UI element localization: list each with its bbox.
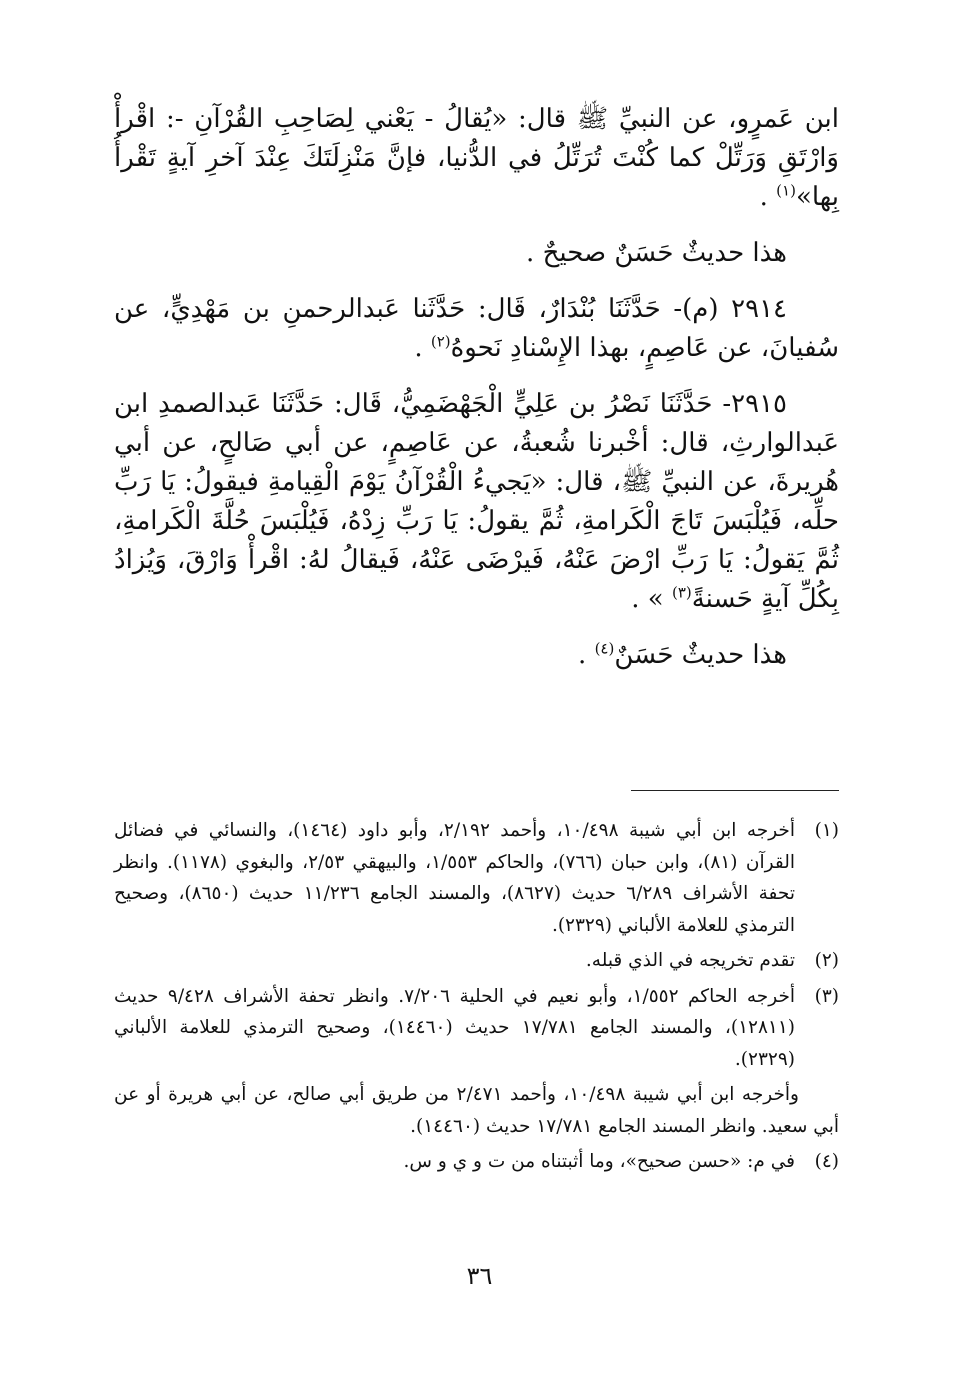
footnote-marker-3[interactable]: (٣) bbox=[671, 583, 692, 602]
footnotes bbox=[114, 815, 839, 1182]
footnote-1 bbox=[114, 815, 839, 941]
hadith-verdict-2: هذا حديثٌ حَسَنٌ$^{(٤)}$ . bbox=[578, 639, 787, 670]
footnote-3-continuation: وأخرجه ابن أبي شيبة ١٠/٤٩٨، وأحمد ٢/٤٧١ من طريق أبي صالح، عن أبي هريرة أو عن أبي سعيد. وانظر المسند الجامع ١٧/٧٨١ حديث (١٤٤٦٠). bbox=[114, 1084, 839, 1137]
footnote-text: تقدم تخريجه في الذي قبله. bbox=[585, 950, 795, 971]
footnote-text: أخرجه الحاكم ١/٥٥٢، وأبو نعيم في الحلية ٧/٢٠٦. وانظر تحفة الأشراف ٩/٤٢٨ حديث (١٢٨١١)، والمسند الجامع ١٧/٧٨١ حديث (١٤٤٦٠)، وصحيح الترمذي للعلامة الألباني (٢٣٢٩). bbox=[114, 985, 796, 1070]
footnote-text: أخرجه ابن أبي شيبة ١٠/٤٩٨، وأحمد ٢/١٩٢، وأبو داود (١٤٦٤)، والنسائي في فضائل القرآن (٨١)، وابن حبان (٧٦٦)، والحاكم ١/٥٥٣، والبيهقي ٢/٥٣، والبغوي (١١٧٨). وانظر تحفة الأشراف ٦/٢٨٩ حديث (٨٦٢٧)، والمسند الجامع ١١/٢٣٦ حديث (٨٦٥٠)، وصحيح الترمذي للعلامة الألباني (٢٣٢٩). bbox=[114, 820, 795, 936]
footnote-2 bbox=[114, 945, 839, 977]
hadith-text-continuation: ابن عَمرٍو، عن النبيِّ ﷺ قال: «يُقالُ - يَعْني لِصَاحِبِ القُرْآنِ -: اقْرأْ وَارْتَقِ وَرَتِّلْ كما كُنْتَ تُرَتِّلُ في الدُّنيا، فإنَّ مَنْزِلَتَكَ عِنْدَ آخرِ آيةٍ تَقْرأُ بِها»$^{(١)}$ . bbox=[114, 104, 839, 212]
footnote-4 bbox=[114, 1146, 839, 1178]
footnote-number: (٤) bbox=[814, 1151, 839, 1172]
hadith-2915: ٢٩١٥- حَدَّثَنَا نَصْرُ بن عَلِيٍّ الْجَهْضَمِيُّ، قَال: حَدَّثَنَا عَبدالصمدِ ابن عَبدالوارثِ، قال: أخْبرنا شُعبةُ، عن عَاصِمٍ، عن أبي صَالحٍ، عن أبي هُريرةَ، عن النبيِّ ﷺ، قال: «يَجيءُ الْقُرْآنُ يَوْمَ الْقِيامةِ فيقولُ: يَا رَبِّ حلِّه، فَيُلْبَسَ تَاجَ الْكَرامةِ، ثُمَّ يقولُ: يَا رَبِّ زِدْهُ، فَيُلْبَسَ حُلَّةَ الْكَرامةِ، ثُمَّ يَقولُ: يَا رَبِّ ارْضَ عَنْهُ، فَيرْضَى عَنْهُ، فَيقالُ لهُ: اقْرأْ وَارْقَ، وَيُزادُ بِكُلِّ آيةٍ حَسنةً$^{(٣)}$ » . bbox=[114, 389, 839, 614]
footnote-number: (٣) bbox=[814, 985, 839, 1007]
footnote-separator bbox=[631, 790, 839, 791]
footnote-3 bbox=[114, 981, 839, 1076]
page-number: ٣٦ bbox=[466, 1262, 493, 1290]
footnote-marker-4[interactable]: (٤) bbox=[594, 639, 615, 658]
footnote-text: في م: «حسن صحيح»، وما أثبتناه من ت و ي و س. bbox=[403, 1151, 795, 1172]
hadith-2914: ٢٩١٤ (م)- حَدَّثَنَا بُنْدَارٌ، قَال: حَدَّثَنا عَبدالرحمنِ بن مَهْدِيٍّ، عن سُفيانَ، عن عَاصِمٍ، بهذا الإِسْنادِ نَحوهُ$^{(٢)}$ . bbox=[114, 294, 839, 363]
hadith-verdict-1: هذا حديثٌ حَسَنٌ صحيحٌ . bbox=[526, 238, 787, 268]
footnote-marker-1[interactable]: (١) bbox=[776, 181, 796, 200]
footnote-number: (١) bbox=[814, 820, 839, 841]
footnote-number: (٢) bbox=[814, 950, 839, 971]
main-text bbox=[114, 100, 839, 692]
footnote-marker-2[interactable]: (٢) bbox=[430, 332, 451, 351]
